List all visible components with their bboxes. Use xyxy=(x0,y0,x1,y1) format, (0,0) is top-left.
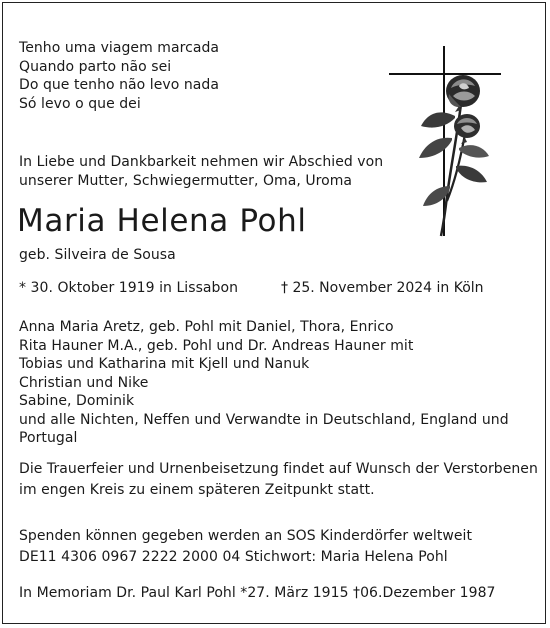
family-line: und alle Nichten, Neffen und Verwandte in Deutschland, England und xyxy=(19,411,509,428)
family-line: Tobias und Katharina mit Kjell und Nanuk xyxy=(19,356,310,372)
in-memoriam: In Memoriam Dr. Paul Karl Pohl *27. März 1915 †06.Dezember 1987 xyxy=(19,585,496,601)
family-line: Anna Maria Aretz, geb. Pohl mit Daniel, Thora, Enrico xyxy=(19,319,394,335)
family-list xyxy=(19,318,509,448)
ceremony-line: im engen Kreis zu einem späteren Zeitpunkt statt. xyxy=(19,482,375,498)
donation-info xyxy=(19,526,472,568)
farewell-line: unserer Mutter, Schwiegermutter, Oma, Uroma xyxy=(19,172,353,189)
poem xyxy=(19,39,219,113)
death-date: † 25. November 2024 in Köln xyxy=(281,280,484,296)
ceremony-info xyxy=(19,459,538,501)
ceremony-line: Die Trauerfeier und Urnenbeisetzung findet auf Wunsch der Verstorbenen xyxy=(19,461,538,477)
farewell-message xyxy=(19,153,383,190)
poem-line: Quando parto não sei xyxy=(19,58,172,75)
donation-line: Spenden können gegeben werden an SOS Kinderdörfer weltweit xyxy=(19,528,472,544)
maiden-name: geb. Silveira de Sousa xyxy=(19,247,176,263)
family-line: Rita Hauner M.A., geb. Pohl und Dr. Andreas Hauner mit xyxy=(19,337,414,354)
family-line: Portugal xyxy=(19,430,78,446)
poem-line: Só levo o que dei xyxy=(19,95,141,112)
family-line: Sabine, Dominik xyxy=(19,393,135,409)
deceased-name: Maria Helena Pohl xyxy=(17,203,307,239)
cross-with-roses-icon xyxy=(389,46,505,238)
farewell-line: In Liebe und Dankbarkeit nehmen wir Abschied von xyxy=(19,154,384,170)
poem-line: Tenho uma viagem marcada xyxy=(19,40,220,56)
poem-line: Do que tenho não levo nada xyxy=(19,77,219,93)
birth-date: * 30. Oktober 1919 in Lissabon xyxy=(19,280,239,296)
donation-line: DE11 4306 0967 2222 2000 04 Stichwort: Maria Helena Pohl xyxy=(19,549,448,565)
family-line: Christian und Nike xyxy=(19,374,149,391)
